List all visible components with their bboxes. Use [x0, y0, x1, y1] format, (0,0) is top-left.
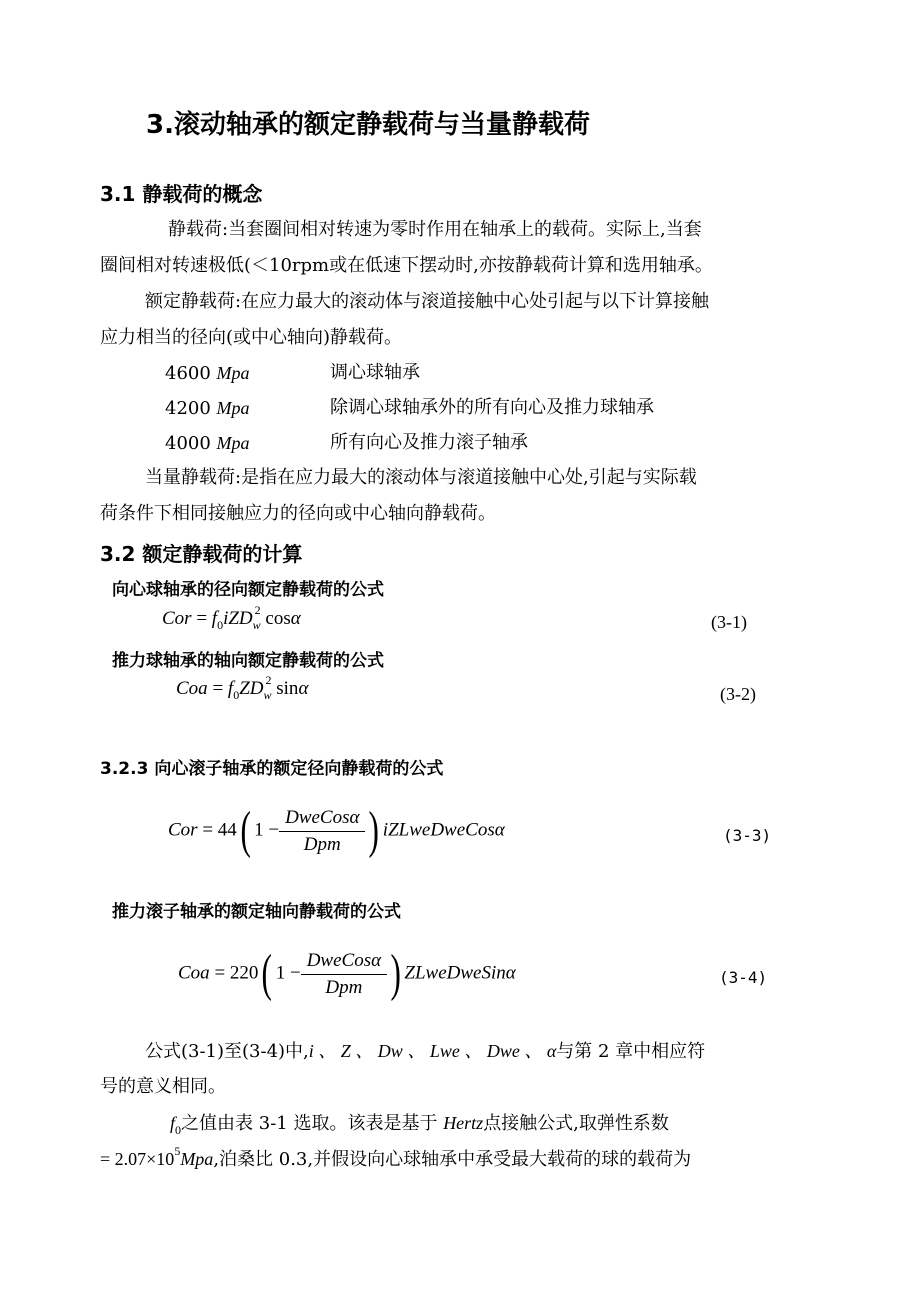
paragraph-f0-line1 [170, 1105, 669, 1143]
paragraph-equivalent-load-line2: 荷条件下相同接触应力的径向或中心轴向静载荷。 [100, 503, 496, 524]
equation-number-3-1: (3-1) [711, 612, 747, 632]
modulus-unit: Mpa [180, 1149, 214, 1169]
paragraph-f0-line2 [100, 1141, 691, 1179]
stress-unit: Mpa [216, 398, 250, 418]
modulus-value: = 2.07×10 [100, 1149, 175, 1169]
stress-row-1-desc: 调心球轴承 [330, 362, 420, 383]
equation-3-3: Cor = 44( 1 − $\frac{\text{DweCosα}}{\text{Dpm}}$ ) iZLweDweCosα [168, 802, 505, 859]
equation-3-4: Coa = 220( 1 − $\frac{\text{DweCosα}}{\text{Dpm}}$ ) ZLweDweSinα [178, 945, 516, 1002]
modulus-exponent: 5 [174, 1144, 181, 1158]
symbols-text-b: 与第 2 章中相应符 [556, 1041, 706, 1062]
paragraph-rated-load-line2: 应力相当的径向(或中心轴向)静载荷。 [100, 327, 403, 348]
paragraph-symbols-line2: 号的意义相同。 [100, 1076, 226, 1097]
equation-3-2: Coa = $f_0ZD_w^2$ sinα [176, 673, 309, 702]
equation-number-3-3: (3-3) [723, 826, 772, 845]
paragraph-rated-load-line1: 额定静载荷:在应力最大的滚动体与滚道接触中心处引起与以下计算接触 [145, 291, 710, 312]
subheading-radial-ball: 向心球轴承的径向额定静载荷的公式 [112, 580, 384, 600]
stress-unit: Mpa [216, 363, 250, 383]
equation-number-3-4: (3-4) [719, 968, 768, 987]
subheading-thrust-ball: 推力球轴承的轴向额定静载荷的公式 [112, 651, 384, 671]
section-heading-3-2: 3.2 额定静载荷的计算 [100, 542, 303, 566]
stress-row-2-desc: 除调心球轴承外的所有向心及推力球轴承 [330, 397, 654, 418]
equation-number-3-2: (3-2) [720, 684, 756, 704]
stress-row-2 [165, 390, 250, 427]
f0-text-b: 点接触公式,取弹性系数 [483, 1113, 669, 1134]
symbols-text-a: 公式(3-1)至(3-4)中, [145, 1041, 309, 1062]
section-heading-3-1: 3.1 静载荷的概念 [100, 182, 263, 206]
stress-value: 4600 [165, 363, 211, 384]
stress-row-3-desc: 所有向心及推力滚子轴承 [330, 432, 528, 453]
subheading-3-2-3: 3.2.3 向心滚子轴承的额定径向静载荷的公式 [100, 759, 444, 779]
symbols-list: i 、 Z 、 Dw 、 Lwe 、 Dwe 、 α [308, 1041, 557, 1061]
stress-unit: Mpa [216, 433, 250, 453]
modulus-text: ,泊桑比 0.3,并假设向心球轴承中承受最大载荷的球的载荷为 [213, 1149, 692, 1170]
paragraph-equivalent-load-line1: 当量静载荷:是指在应力最大的滚动体与滚道接触中心处,引起与实际载 [145, 467, 697, 488]
stress-value: 4200 [165, 398, 211, 419]
stress-row-3 [165, 425, 250, 462]
equation-3-1: Cor = $f_0iZD_w^2$ cosα [162, 603, 301, 632]
f0-text-a: 之值由表 3-1 选取。该表是基于 [181, 1113, 438, 1134]
paragraph-static-load-line1: 静载荷:当套圈间相对转速为零时作用在轴承上的载荷。实际上,当套 [168, 219, 702, 240]
f0-symbol: $f_0$ [170, 1113, 182, 1137]
stress-row-1 [165, 355, 250, 392]
paragraph-static-load-line2: 圈间相对转速极低(＜10rpm或在低速下摆动时,亦按静载荷计算和选用轴承。 [100, 255, 713, 276]
hertz-word: Hertz [443, 1113, 484, 1133]
stress-value: 4000 [165, 433, 211, 454]
chapter-title: 3.滚动轴承的额定静载荷与当量静载荷 [146, 110, 590, 140]
subheading-thrust-roller: 推力滚子轴承的额定轴向静载荷的公式 [112, 902, 401, 922]
paragraph-symbols-line1 [145, 1033, 705, 1070]
